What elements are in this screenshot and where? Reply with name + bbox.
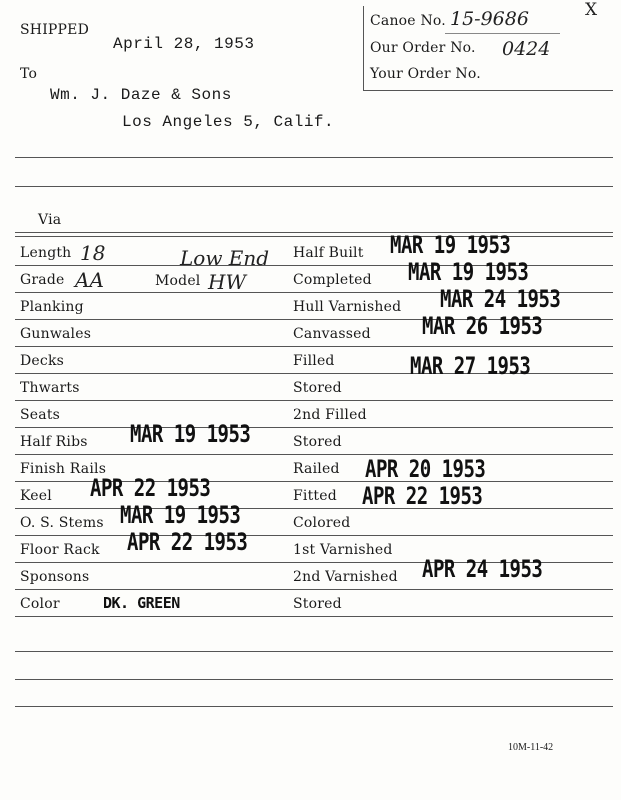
via-line (15, 232, 613, 233)
field-label-left: Half Ribs (20, 434, 88, 450)
field-label-right: Stored (293, 434, 342, 450)
field-value-right: MAR 24 1953 (440, 285, 561, 313)
row-line (15, 616, 613, 617)
field-value-right: MAR 27 1953 (410, 352, 531, 380)
our-order-value: 0424 (502, 38, 551, 60)
field-value-left: APR 22 1953 (127, 528, 248, 556)
header-box-divider (363, 6, 364, 91)
row-line (15, 589, 613, 590)
field-value-left: DK. GREEN (103, 594, 180, 612)
canoe-no-line (445, 33, 560, 34)
shipped-date: April 28, 1953 (113, 35, 255, 53)
model-note: Low End (180, 246, 270, 270)
field-value-left: MAR 19 1953 (120, 501, 241, 529)
field-value-right: MAR 19 1953 (390, 231, 511, 259)
field-label-left: Color (20, 596, 60, 612)
recipient-city: Los Angeles 5, Calif. (122, 113, 335, 131)
field-label-right: 1st Varnished (293, 542, 393, 558)
field-value-left: APR 22 1953 (90, 474, 211, 502)
row-line (15, 454, 613, 455)
field-label-right: 2nd Filled (293, 407, 367, 423)
field-label-left: O. S. Stems (20, 515, 104, 531)
trailing-line-3 (15, 706, 613, 707)
field-label-right: Hull Varnished (293, 299, 402, 315)
blank-line-1 (15, 157, 613, 158)
our-order-label: Our Order No. (370, 40, 476, 56)
header-box-bottom (363, 90, 613, 91)
row-line (15, 400, 613, 401)
field-value-right: APR 20 1953 (365, 455, 486, 483)
field-label-left: Seats (20, 407, 61, 423)
field-value-right: APR 22 1953 (362, 482, 483, 510)
shipped-label: SHIPPED (20, 22, 90, 38)
field-label-left: Length (20, 245, 72, 261)
field-value-left: AA (75, 268, 104, 292)
field-label-left: Floor Rack (20, 542, 100, 558)
field-label-left: Decks (20, 353, 65, 369)
to-label: To (20, 66, 38, 82)
trailing-line-2 (15, 679, 613, 680)
model-label: Model (155, 273, 201, 289)
row-line (15, 535, 613, 536)
field-label-right: Colored (293, 515, 351, 531)
field-label-right: Canvassed (293, 326, 371, 342)
recipient-name: Wm. J. Daze & Sons (50, 86, 232, 104)
form-code: 10M-11-42 (508, 742, 554, 753)
field-label-left: Keel (20, 488, 52, 504)
via-label: Via (38, 212, 62, 228)
field-value-left: MAR 19 1953 (130, 420, 251, 448)
field-label-left: Planking (20, 299, 84, 315)
field-label-right: Stored (293, 596, 342, 612)
field-label-left: Finish Rails (20, 461, 107, 477)
field-label-left: Grade (20, 272, 65, 288)
field-label-right: 2nd Varnished (293, 569, 398, 585)
canoe-no-value: 15-9686 (450, 8, 529, 30)
your-order-label: Your Order No. (370, 66, 481, 82)
field-label-right: Half Built (293, 245, 364, 261)
field-label-right: Stored (293, 380, 342, 396)
corner-check-mark: X (585, 0, 598, 20)
model-value: HW (208, 270, 246, 294)
field-value-right: MAR 26 1953 (422, 312, 543, 340)
field-label-left: Gunwales (20, 326, 92, 342)
field-label-left: Thwarts (20, 380, 80, 396)
row-line (15, 346, 613, 347)
blank-line-2 (15, 186, 613, 187)
field-value-right: APR 24 1953 (422, 555, 543, 583)
row-line (15, 508, 613, 509)
field-label-right: Completed (293, 272, 372, 288)
field-value-right: MAR 19 1953 (408, 258, 529, 286)
trailing-line-1 (15, 651, 613, 652)
field-label-right: Railed (293, 461, 340, 477)
field-label-right: Fitted (293, 488, 337, 504)
field-value-left: 18 (80, 241, 106, 265)
via-line-double (15, 236, 613, 237)
row-line (15, 427, 613, 428)
canoe-no-label: Canoe No. (370, 13, 446, 29)
field-label-left: Sponsons (20, 569, 90, 585)
field-label-right: Filled (293, 353, 335, 369)
